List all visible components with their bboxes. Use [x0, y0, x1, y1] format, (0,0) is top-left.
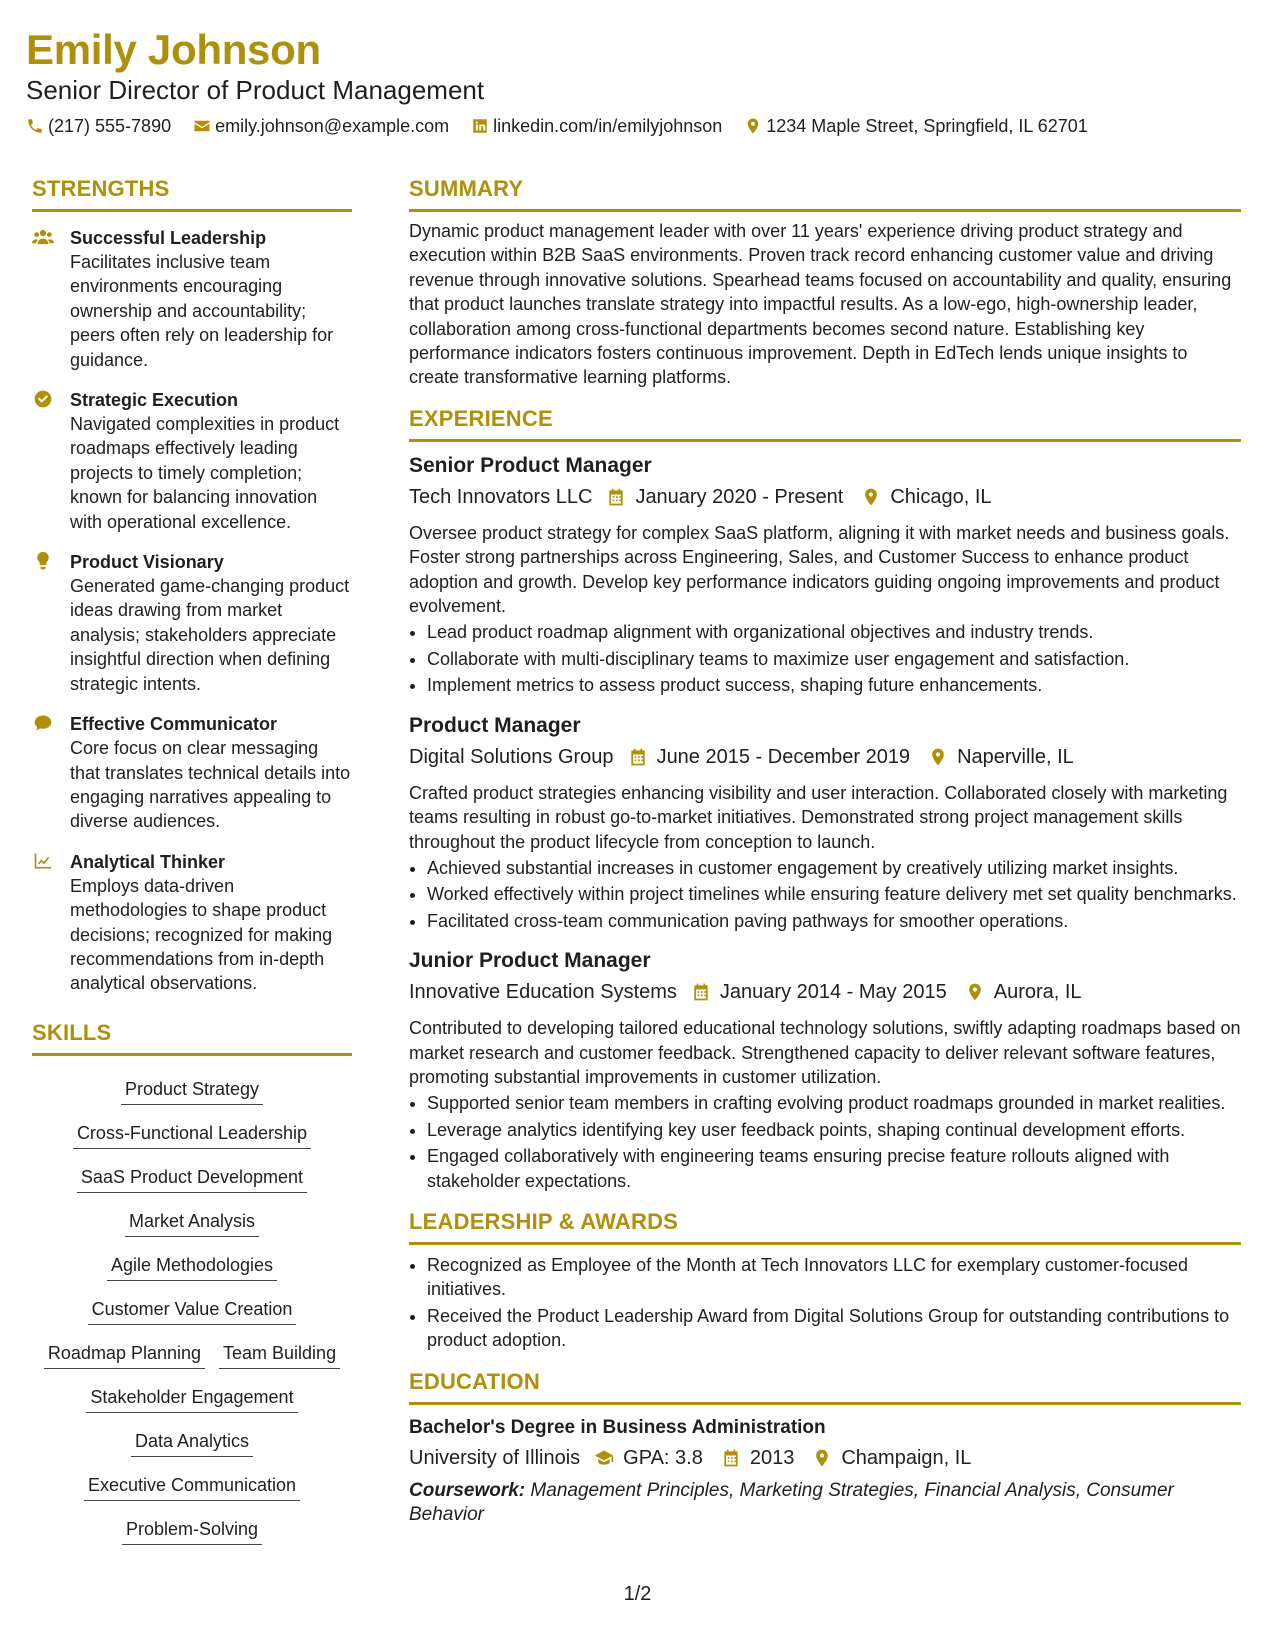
job-description: Contributed to developing tailored educational technology solutions, swiftly adapting roadmaps based on market research and customer feedback. Strengthened capacity to deliver relevant software features, promoting substantial improvements in customer utilization. [409, 1018, 1241, 1087]
skill-tag: Data Analytics [131, 1429, 253, 1457]
skill-tag: Team Building [219, 1341, 340, 1369]
calendar-icon [606, 487, 626, 507]
job-bullets [409, 620, 1241, 697]
experience-section [409, 406, 1241, 1193]
skill-tag: Product Strategy [121, 1077, 263, 1105]
contact-phone-text: (217) 555-7890 [48, 116, 172, 136]
strength-title: Strategic Execution [70, 390, 239, 411]
calendar-icon [628, 747, 648, 767]
education-heading: EDUCATION [409, 1369, 1241, 1405]
job-entry [409, 712, 1241, 933]
job-bullets [409, 1091, 1241, 1193]
coursework-text: Management Principles, Marketing Strategies, Financial Analysis, Consumer Behavior [409, 1479, 1174, 1525]
experience-heading: EXPERIENCE [409, 406, 1241, 442]
job-dates: June 2015 - December 2019 [656, 745, 911, 768]
job-description: Oversee product strategy for complex SaaS platform, aligning it with market needs and business goals. Foster strong partnerships across Engineering, Sales, and Customer Success to enhance product adoption and growth. Develop key performance indicators guiding ongoing improvements and product evolvement. [409, 522, 1230, 617]
strength-description: Facilitates inclusive team environments encouraging ownership and accountability; peers often rely on leadership for guidance. [70, 252, 334, 370]
contact-email-text: emily.johnson@example.com [215, 116, 450, 136]
job-dates: January 2014 - May 2015 [719, 981, 947, 1004]
job-meta [409, 742, 1241, 772]
awards-section [409, 1209, 1241, 1353]
skill-tag: Market Analysis [125, 1209, 259, 1237]
left-column [32, 176, 352, 1552]
skill-tag: Agile Methodologies [107, 1253, 277, 1281]
contact-address [744, 114, 1088, 138]
contact-phone[interactable] [26, 114, 171, 138]
strength-item [32, 712, 352, 834]
contact-address-text: 1234 Maple Street, Springfield, IL 62701 [766, 116, 1088, 136]
job-location: Chicago, IL [890, 485, 992, 508]
right-column [409, 176, 1241, 1527]
check-circle-icon [32, 389, 54, 409]
candidate-name: Emily Johnson [26, 26, 321, 73]
phone-icon [26, 117, 44, 135]
graduation-cap-icon [594, 1448, 614, 1468]
candidate-headline: Senior Director of Product Management [26, 75, 485, 105]
contact-bar [26, 114, 1246, 138]
speech-bubble-icon [32, 713, 54, 733]
skill-tag: Cross-Functional Leadership [73, 1121, 311, 1149]
strength-item [32, 226, 352, 372]
envelope-icon [193, 117, 211, 135]
school-location: Champaign, IL [841, 1446, 972, 1469]
awards-list [409, 1253, 1241, 1353]
map-pin-icon [965, 982, 985, 1002]
strength-description: Navigated complexities in product roadmaps effectively leading projects to timely completion; known for balancing innovation with operational excellence. [70, 414, 340, 532]
job-title: Junior Product Manager [409, 949, 651, 973]
bullet-item: • Implement metrics to assess product success, shaping future enhancements. [427, 673, 1241, 697]
skill-tag: Customer Value Creation [88, 1297, 297, 1325]
job-entry [409, 947, 1241, 1193]
map-pin-icon [861, 487, 881, 507]
users-icon [32, 227, 54, 247]
map-pin-icon [812, 1448, 832, 1468]
strength-title: Successful Leadership [70, 228, 267, 248]
strength-item [32, 388, 352, 534]
strengths-list [32, 226, 352, 996]
job-company: Digital Solutions Group [409, 745, 614, 768]
skill-tag: Executive Communication [84, 1473, 300, 1501]
job-location: Aurora, IL [993, 981, 1082, 1004]
strength-title: Analytical Thinker [70, 851, 226, 872]
map-pin-icon [928, 747, 948, 767]
awards-heading: LEADERSHIP & AWARDS [409, 1209, 1241, 1245]
coursework [409, 1479, 1241, 1527]
job-meta [409, 482, 1241, 512]
strength-title: Product Visionary [70, 552, 224, 573]
strength-item [32, 850, 352, 996]
resume-header [26, 26, 1246, 138]
skill-tag: SaaS Product Development [77, 1165, 307, 1193]
gpa: GPA: 3.8 [623, 1446, 703, 1469]
job-dates: January 2020 - Present [635, 485, 844, 508]
award-item: • Received the Product Leadership Award from Digital Solutions Group for outstanding contributions to product adoption. [427, 1304, 1241, 1353]
strength-description: Employs data-driven methodologies to shape product decisions; recognized for making recommendations from in-depth analytical observations. [70, 875, 333, 994]
contact-linkedin-text: linkedin.com/in/emilyjohnson [493, 116, 723, 136]
skill-tag: Problem-Solving [122, 1517, 262, 1545]
contact-email[interactable] [193, 114, 449, 138]
bullet-item: • Engaged collaboratively with engineering teams ensuring precise feature rollouts aligned with stakeholder expectations. [427, 1144, 1241, 1193]
strengths-heading: STRENGTHS [32, 176, 352, 212]
school-name: University of Illinois [409, 1446, 581, 1469]
lightbulb-icon [32, 551, 54, 571]
job-location: Naperville, IL [957, 745, 1074, 768]
education-meta [409, 1443, 1241, 1473]
education-section [409, 1369, 1241, 1527]
bullet-item: • Lead product roadmap alignment with organizational objectives and industry trends. [427, 620, 1241, 644]
line-chart-icon [32, 851, 54, 871]
bullet-item: • Supported senior team members in crafting evolving product roadmaps grounded in market realities. [427, 1091, 1241, 1115]
job-title: Senior Product Manager [409, 453, 652, 477]
degree-title: Bachelor's Degree in Business Administration [409, 1416, 826, 1438]
calendar-icon [691, 982, 711, 1002]
contact-linkedin[interactable] [471, 114, 722, 138]
skills-list [32, 1068, 352, 1552]
job-description: Crafted product strategies enhancing visibility and user interaction. Collaborated closely with marketing teams resulting in robust go-to-market initiatives. Demonstrated strong project management skills throughout the product lifecycle from conception to launch. [409, 782, 1228, 852]
linkedin-icon [471, 117, 489, 135]
job-bullets [409, 856, 1241, 933]
summary-text: Dynamic product management leader with over 11 years' experience driving product strategy and execution within B2B SaaS environments. Proven track record enhancing customer value and driving revenue through innovative solutions. Spearhead teams focused on accountability and quality, ensuring that product launches translate strategy into impactful results. As a low-ego, high-ownership leader, collaboration among cross-functional departments becomes second nature. Establishing key performance indicators fosters continuous improvement. Depth in EdTech lends unique insights to create transformative learning platforms. [409, 221, 1232, 388]
job-company: Innovative Education Systems [409, 981, 677, 1004]
map-pin-icon [744, 117, 762, 135]
skill-tag: Stakeholder Engagement [86, 1385, 297, 1413]
bullet-item: • Leverage analytics identifying key user feedback points, shaping continual development efforts. [427, 1118, 1241, 1142]
strength-description: Generated game-changing product ideas drawing from market analysis; stakeholders appreciate insightful direction when defining strategic intents. [70, 576, 350, 694]
strength-title: Effective Communicator [70, 714, 278, 735]
bullet-item: • Achieved substantial increases in customer engagement by creatively utilizing market insights. [427, 856, 1241, 880]
skills-heading: SKILLS [32, 1020, 352, 1056]
job-company: Tech Innovators LLC [409, 485, 593, 508]
calendar-icon [721, 1448, 741, 1468]
job-entry [409, 452, 1241, 698]
bullet-item: • Facilitated cross-team communication paving pathways for smoother operations. [427, 909, 1241, 933]
bullet-item: • Worked effectively within project timelines while ensuring feature delivery met set quality benchmarks. [427, 882, 1241, 906]
job-meta [409, 977, 1241, 1007]
strength-item [32, 550, 352, 696]
graduation-year: 2013 [749, 1446, 795, 1469]
page-number: 1/2 [623, 1583, 652, 1605]
job-title: Product Manager [409, 713, 581, 737]
skill-tag: Roadmap Planning [44, 1341, 205, 1369]
award-item: • Recognized as Employee of the Month at Tech Innovators LLC for exemplary customer-focused initiatives. [427, 1253, 1241, 1302]
bullet-item: • Collaborate with multi-disciplinary teams to maximize user engagement and satisfaction. [427, 647, 1241, 671]
summary-heading: SUMMARY [409, 176, 1241, 212]
strength-description: Core focus on clear messaging that translates technical details into engaging narratives appealing to diverse audiences. [70, 738, 351, 832]
coursework-label: Coursework: [409, 1479, 526, 1501]
